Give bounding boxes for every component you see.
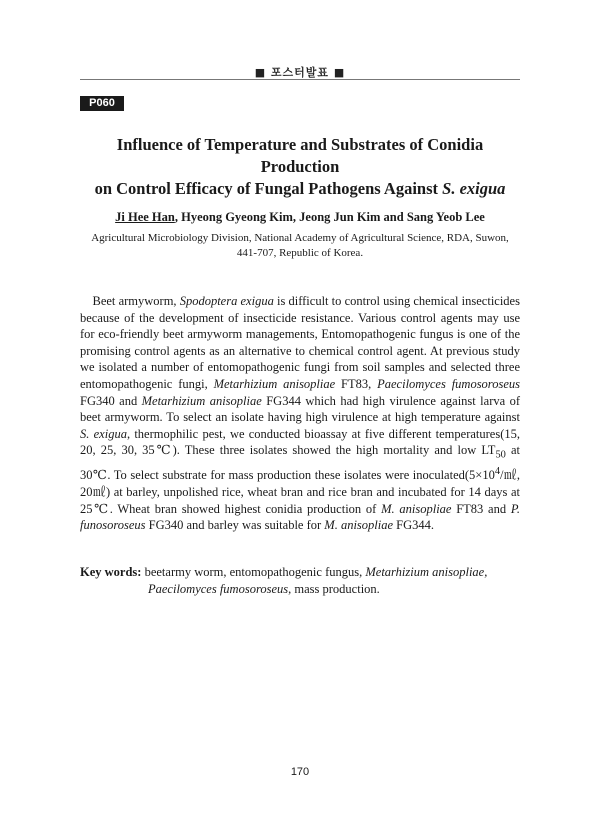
- title-species: S. exigua: [442, 179, 506, 198]
- abstract-text: Beet armyworm,: [92, 294, 180, 308]
- section-header: ■ 포스터발표 ■: [254, 66, 346, 79]
- species-name: Metarhizium anisopliae: [141, 393, 262, 408]
- abstract-text: /㎖, 20㎖) at barley, unpolished rice, wheat bran and rice bran and incubated for 14 days at 25℃. Wheat bran showed highest conidia production of: [80, 468, 520, 516]
- species-name: M. anisopliae: [381, 501, 452, 516]
- superscript: 4: [494, 466, 501, 478]
- keywords-text: beetarmy worm, entomopathogenic fungus,: [141, 565, 366, 579]
- species-name: Spodoptera exigua: [179, 294, 274, 308]
- abstract-text: FG344 which had high virulence against larva of beet armyworm. To select an isolate having high virulence at high temperature against: [80, 393, 521, 425]
- keywords-block: [80, 564, 520, 598]
- species-name: M. anisopliae: [324, 518, 394, 533]
- keywords-text: , mass production.: [288, 582, 380, 596]
- header-divider: [80, 79, 520, 80]
- paper-title: [80, 134, 520, 200]
- abstract-text: FG340 and: [80, 393, 142, 408]
- keyword-species: Paecilomyces fumosoroseus: [148, 582, 289, 596]
- species-name: P. funosoroseus: [80, 501, 521, 533]
- abstract-text: FG340 and barley was suitable for: [145, 518, 325, 533]
- affiliation-line-2: 441-707, Republic of Korea.: [236, 246, 364, 259]
- author-list: [80, 210, 520, 225]
- affiliation-line-1: Agricultural Microbiology Division, National Academy of Agricultural Science, RDA, Suwon,: [91, 232, 509, 244]
- affiliation: [80, 231, 520, 260]
- title-line-1: Influence of Temperature and Substrates of Conidia Production: [116, 135, 484, 176]
- keywords-label: Key words:: [80, 565, 142, 579]
- abstract-text: at 30℃. To select substrate for mass production these isolates were inoculated(5×10: [80, 443, 520, 483]
- title-line-2: on Control Efficacy of Fungal Pathogens Against: [94, 179, 443, 198]
- species-name: Paecilomyces fumosoroseus: [377, 376, 520, 391]
- presenting-author: Ji Hee Han: [115, 210, 175, 224]
- keywords-continued: [80, 581, 520, 598]
- abstract-text: FT83 and: [451, 501, 511, 516]
- abstract-body: [80, 293, 520, 534]
- poster-code-badge: P060: [80, 96, 124, 111]
- page-number: 170: [290, 766, 310, 778]
- abstract-text: FT83,: [335, 376, 378, 391]
- abstract-text: FG344.: [393, 518, 435, 533]
- species-name: Metarhizium anisopliae: [213, 376, 336, 391]
- co-authors: , Hyeong Gyeong Kim, Jeong Jun Kim and Sang Yeob Lee: [174, 210, 485, 224]
- species-name: S. exigua: [80, 426, 127, 441]
- keyword-species: Metarhizium anisopliae,: [365, 565, 488, 579]
- abstract-text: is difficult to control using chemical insecticides because of the development of insecticide resistance. Various control agents may use for eco-friendly beet armyworm managements, Entomopathogenic fungus is one of the promising control agents as an alternative to chemical control agent. At previous study we isolated a number of entomopathogenic fungi from soil samples and selected three entomopathogenic fungi,: [80, 294, 520, 391]
- abstract-text: , thermophilic pest, we conducted bioassay at five different temperatures(15, 20, 25, 30, 35℃). These three isolates showed the high mortality and low LT: [80, 426, 520, 458]
- subscript: 50: [495, 449, 506, 461]
